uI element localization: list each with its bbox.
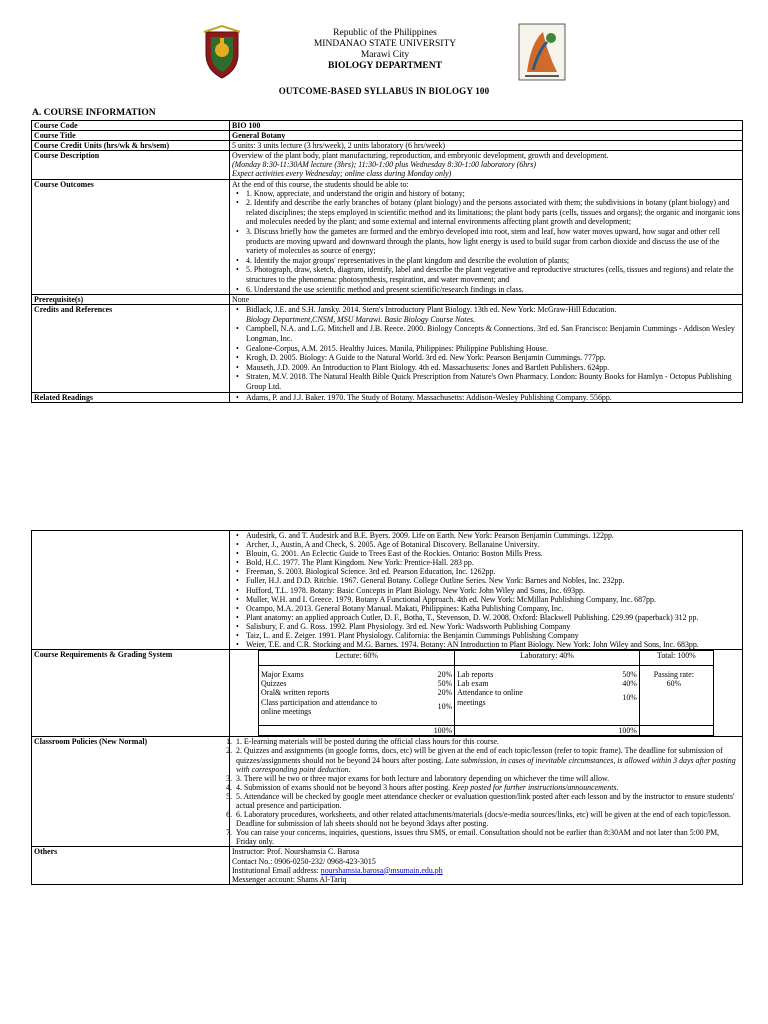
policy-item: 1. 1. E-learning materials will be posted during the official class hours for this course. bbox=[226, 737, 500, 747]
email-link[interactable]: nourshamsia.barosa@msumain.edu.ph bbox=[320, 865, 443, 875]
reading-item: • Weier, T.E. and C.R. Stocking and M.G. Barnes. 1974. Botany: AN Introduction to Plant Biology. New York: John Wiley and Sons, Inc. 683pp. bbox=[246, 640, 740, 649]
value-credit-units: 5 units: 3 units lecture (3 hrs/week), 2 units laboratory (6 hrs/week) bbox=[230, 141, 743, 151]
course-details-table bbox=[31, 530, 743, 885]
value-course-title: General Botany bbox=[230, 131, 743, 141]
instructor-name: Instructor: Prof. Nourshamsia C. Barosa bbox=[232, 847, 360, 857]
lab-row: Lab exam 40% bbox=[457, 679, 637, 689]
value-grading bbox=[230, 650, 743, 737]
row-prerequisite bbox=[32, 295, 743, 305]
value-description bbox=[230, 151, 743, 179]
description-text: Overview of the plant body, plant manufacturing, reproduction, and embryonic development, growth and development. bbox=[232, 151, 609, 161]
reading-item: • Taiz, L. and E. Zeiger. 1991. Plant Physiology. California: the Benjamin Cummings Publishing Company bbox=[246, 631, 740, 640]
lab-breakdown bbox=[455, 666, 640, 726]
value-outcomes bbox=[230, 179, 743, 295]
label-outcomes: Course Outcomes bbox=[32, 179, 230, 295]
label-credit-units: Course Credit Units (hrs/wk & hrs/sem) bbox=[32, 141, 230, 151]
email-line: Institutional Email address: nourshamsia.barosa@msumain.edu.ph bbox=[232, 865, 443, 875]
label-grading: Course Requirements & Grading System bbox=[32, 650, 230, 737]
lab-row: Lab reports 50% bbox=[457, 670, 637, 680]
label-policies: Classroom Policies (New Normal) bbox=[32, 737, 230, 847]
reading-item: • Bold, H.C. 1977. The Plant Kingdom. New York: Prentice-Hall. 283 pp. bbox=[246, 558, 740, 567]
reading-item: • Muller, W.H. and I. Greece. 1979. Botany A Functional Approach. 4th ed. New York: McMillan Publishing Company, Inc. 687pp. bbox=[246, 595, 740, 604]
outcome-item: • 3. Discuss briefly how the gametes are formed and the embryo developed into root, stem and leaf, how water moves upward, how sugar and other cell products are moving upward and downward through the plants, how light energy is used to build sugar from carbon dioxide and discuss the use of the variety of molecules as source of energy; bbox=[246, 227, 740, 256]
section-title: A. COURSE INFORMATION bbox=[32, 108, 156, 118]
label-course-title: Course Title bbox=[32, 131, 230, 141]
label-course-code: Course Code bbox=[32, 121, 230, 131]
credit-item: • Straten, M.V. 2018. The Natural Health Bible Quick Prescription from Nature's Own Pharmacy. London: Bounty Books for Hamlyn - Octopus Publishing Group Ltd. bbox=[246, 372, 740, 391]
grading-table bbox=[258, 650, 714, 736]
lecture-row: Major Exams 20% bbox=[261, 670, 453, 680]
label-credits: Credits and References bbox=[32, 305, 230, 392]
label-others: Others bbox=[32, 847, 230, 884]
row-course-title bbox=[32, 131, 743, 141]
description-note: Expect activities every Wednesday; online class during Monday only) bbox=[232, 169, 452, 179]
row-others bbox=[32, 847, 743, 884]
outcome-item: • 2. Identify and describe the early branches of botany (plant biology) and the persons associated with them; the subdivisions in botany (plant biology) and related disciplines; the steps employed in scientific method and its limitations; the plant body parts (cells, tissues and organs); the organic and inorganic ions and molecules needed by the plant; and some external and internal environments affecting plant growth and development; bbox=[246, 198, 740, 227]
row-credits bbox=[32, 305, 743, 392]
lecture-row: Class participation and attendance to online meetings 10% bbox=[261, 697, 453, 716]
credit-item: • Krogh, D. 2005. Biology: A Guide to the Natural World. 3rd ed. New York: Pearson Benjamin Cummings. 777pp. bbox=[246, 353, 740, 363]
document-title: OUTCOME-BASED SYLLABUS IN BIOLOGY 100 bbox=[278, 86, 490, 96]
policy-item: 4. 4. Submission of exams should not be beyond 3 hours after posting. Keep posted for further instructions/announcements. bbox=[226, 782, 619, 792]
reading-item: • Adams, P. and J.J. Baker. 1970. The Study of Botany. Massachusetts: Addison-Wesley Publishing Company. 556pp. bbox=[246, 393, 740, 402]
lab-total: 100% bbox=[455, 726, 640, 736]
reading-item: • Fuller, H.J. and D.D. Ritchie. 1967. General Botany. College Outline Series. New York: Barnes and Nobles, Inc. 232pp. bbox=[246, 576, 740, 585]
reading-item: • Freeman, S. 2003. Biological Science. 3rd ed. Pearson Education, Inc. 1262pp. bbox=[246, 567, 740, 576]
lecture-header: Lecture: 60% bbox=[259, 651, 455, 666]
row-credit-units bbox=[32, 141, 743, 151]
header-department: BIOLOGY DEPARTMENT bbox=[328, 61, 442, 71]
passing-rate: Passing rate: 60% bbox=[639, 666, 713, 726]
lecture-row: Quizzes 50% bbox=[261, 679, 453, 689]
label-description: Course Description bbox=[32, 151, 230, 179]
outcome-item: • 6. Understand the use scientific method and present scientific/research findings in class. bbox=[246, 285, 740, 295]
header-city: Marawi City bbox=[360, 50, 410, 60]
row-readings-continued bbox=[32, 531, 743, 650]
value-credits bbox=[230, 305, 743, 392]
credit-item: • Campbell, N.A. and L.G. Mitchell and J.B. Reece. 2000. Biology Concepts & Connections. 3rd ed. San Francisco: Benjamin Cummings - Addison Wesley Longman, Inc. bbox=[246, 324, 740, 343]
label-prerequisite: Prerequisite(s) bbox=[32, 295, 230, 305]
credit-item: • Mauseth, J.D. 2009. An Introduction to Plant Biology. 4th ed. Massachusetts: Jones and Bartlett Publishers. 624pp. bbox=[246, 363, 740, 373]
lecture-breakdown bbox=[259, 666, 455, 726]
credit-item bbox=[246, 305, 740, 324]
description-schedule: (Monday 8:30-11:30AM lecture (3hrs); 11:30-1:00 plus Wednesday 8:30-1:00 laboratory (6hrs) bbox=[232, 160, 536, 170]
credit-subtext: Biology Department,CNSM, MSU Marawi. Basic Biology Course Notes. bbox=[246, 314, 476, 324]
row-policies bbox=[32, 737, 743, 847]
label-related-readings: Related Readings bbox=[32, 392, 230, 402]
reading-item: • Hufford, T.L. 1978. Botany: Basic Concepts in Plant Biology. New York: John Wiley and Sons, Inc. 693pp. bbox=[246, 586, 740, 595]
policy-item: 6. 6. Laboratory procedures, worksheets, and other related attachments/materials (docs/e-media sources/links, etc) will be given at the end of each topic/lesson. Deadline for submission of lab sheets should not be beyond 3days after posting. bbox=[226, 810, 731, 829]
row-description bbox=[32, 151, 743, 179]
total-header: Total: 100% bbox=[639, 651, 713, 666]
row-grading bbox=[32, 650, 743, 737]
reading-item: • Audesirk, G. and T. Audesirk and B.E. Byers. 2009. Life on Earth. New York: Pearson Benjamin Cummings. 122pp. bbox=[246, 531, 740, 540]
lecture-total: 100% bbox=[259, 726, 455, 736]
reading-item: • Archer, J., Austin, A and Check, S. 2005. Age of Botanical Discovery. Bellanaine University. bbox=[246, 540, 740, 549]
value-prerequisite: None bbox=[230, 295, 743, 305]
outcome-item: • 4. Identify the major groups' representatives in the plant kingdom and describe the evolution of plants; bbox=[246, 256, 740, 266]
course-info-table bbox=[31, 120, 743, 403]
row-course-code bbox=[32, 121, 743, 131]
lab-header: Laboratory: 40% bbox=[455, 651, 640, 666]
outcome-item: • 1. Know, appreciate, and understand the origin and history of botany; bbox=[246, 189, 740, 199]
reading-item: • Ocampo, M.A. 2013. General Botany Manual. Makati, Philippines: Katha Publishing Company, Inc. bbox=[246, 604, 740, 613]
policy-item: 5. 5. Attendance will be checked by google meet attendance checker or evaluation question/link posted after each lesson and by the instructor to ensure students' actual presence and participation. bbox=[226, 791, 735, 810]
value-others bbox=[230, 847, 743, 884]
header-university: MINDANAO STATE UNIVERSITY bbox=[313, 39, 457, 49]
credit-text: Bidlack, J.E. and S.H. Jansky. 2014. Stern's Introductory Plant Biology. 13th ed. New York: McGraw-Hill Education. bbox=[246, 305, 617, 315]
university-header bbox=[200, 28, 570, 72]
policy-item: 2. 2. Quizzes and assignments (in google forms, docs, etc) will be given at the end of each topic/lesson (refer to topic frame). The deadline for submission of quizzes/assignments should not be beyond 24 hours after posting. Late submission, in cases of inevitable circumstances, is allowed within 3 days after posting with corresponding point deduction. bbox=[226, 746, 736, 774]
policy-item: 3. 3. There will be two or three major exams for both lecture and laboratory depending on whichever the time will allow. bbox=[226, 773, 610, 783]
messenger-account: Messenger account: Shams Al-Tariq bbox=[232, 874, 347, 884]
contact-number: Contact No.: 0906-0250-232/ 0968-423-3015 bbox=[232, 856, 376, 866]
reading-item: • Blouin, G. 2001. An Eclectic Guide to Trees East of the Rockies. Ontario: Boston Mills Press. bbox=[246, 549, 740, 558]
lecture-row: Oral& written reports 20% bbox=[261, 688, 453, 698]
reading-item: • Plant anatomy: an applied approach Cutler, D. F., Botha, T., Stevenson, D. W. 2008. Oxford: Blackwell Publishing. £29.99 (paperback) 312 pp. bbox=[246, 613, 740, 622]
credit-item: • Gealone-Corpus, A.M. 2015. Healthy Juices. Manila, Philippines: Philippine Publishing House. bbox=[246, 344, 740, 354]
outcomes-intro: At the end of this course, the students should be able to: bbox=[232, 179, 409, 189]
header-republic: Republic of the Philippines bbox=[333, 28, 437, 38]
row-related-readings bbox=[32, 392, 743, 402]
value-policies bbox=[226, 737, 743, 847]
outcome-item: • 5. Photograph, draw, sketch, diagram, identify, label and describe the plant vegetative and reproductive structures (cells, tissues and regions) and relate the structures to the phenomena: photosynthesis, respiration, and water movement; and bbox=[246, 265, 740, 284]
label-empty bbox=[32, 531, 230, 650]
value-readings-list bbox=[230, 531, 743, 650]
policy-item: 7. You can raise your concerns, inquiries, questions, issues thru SMS, or email. Consultation should not be earlier than 8:30AM and not later than 5:00 PM, Friday only. bbox=[226, 828, 720, 847]
value-course-code: BIO 100 bbox=[230, 121, 743, 131]
reading-item: • Salisbury, F. and G. Ross. 1992. Plant Physiology. 3rd ed. New York: Wadsworth Publishing Company bbox=[246, 622, 740, 631]
row-outcomes bbox=[32, 179, 743, 295]
value-related-readings bbox=[230, 392, 743, 402]
lab-row: Attendance to online meetings 10% bbox=[457, 688, 637, 707]
